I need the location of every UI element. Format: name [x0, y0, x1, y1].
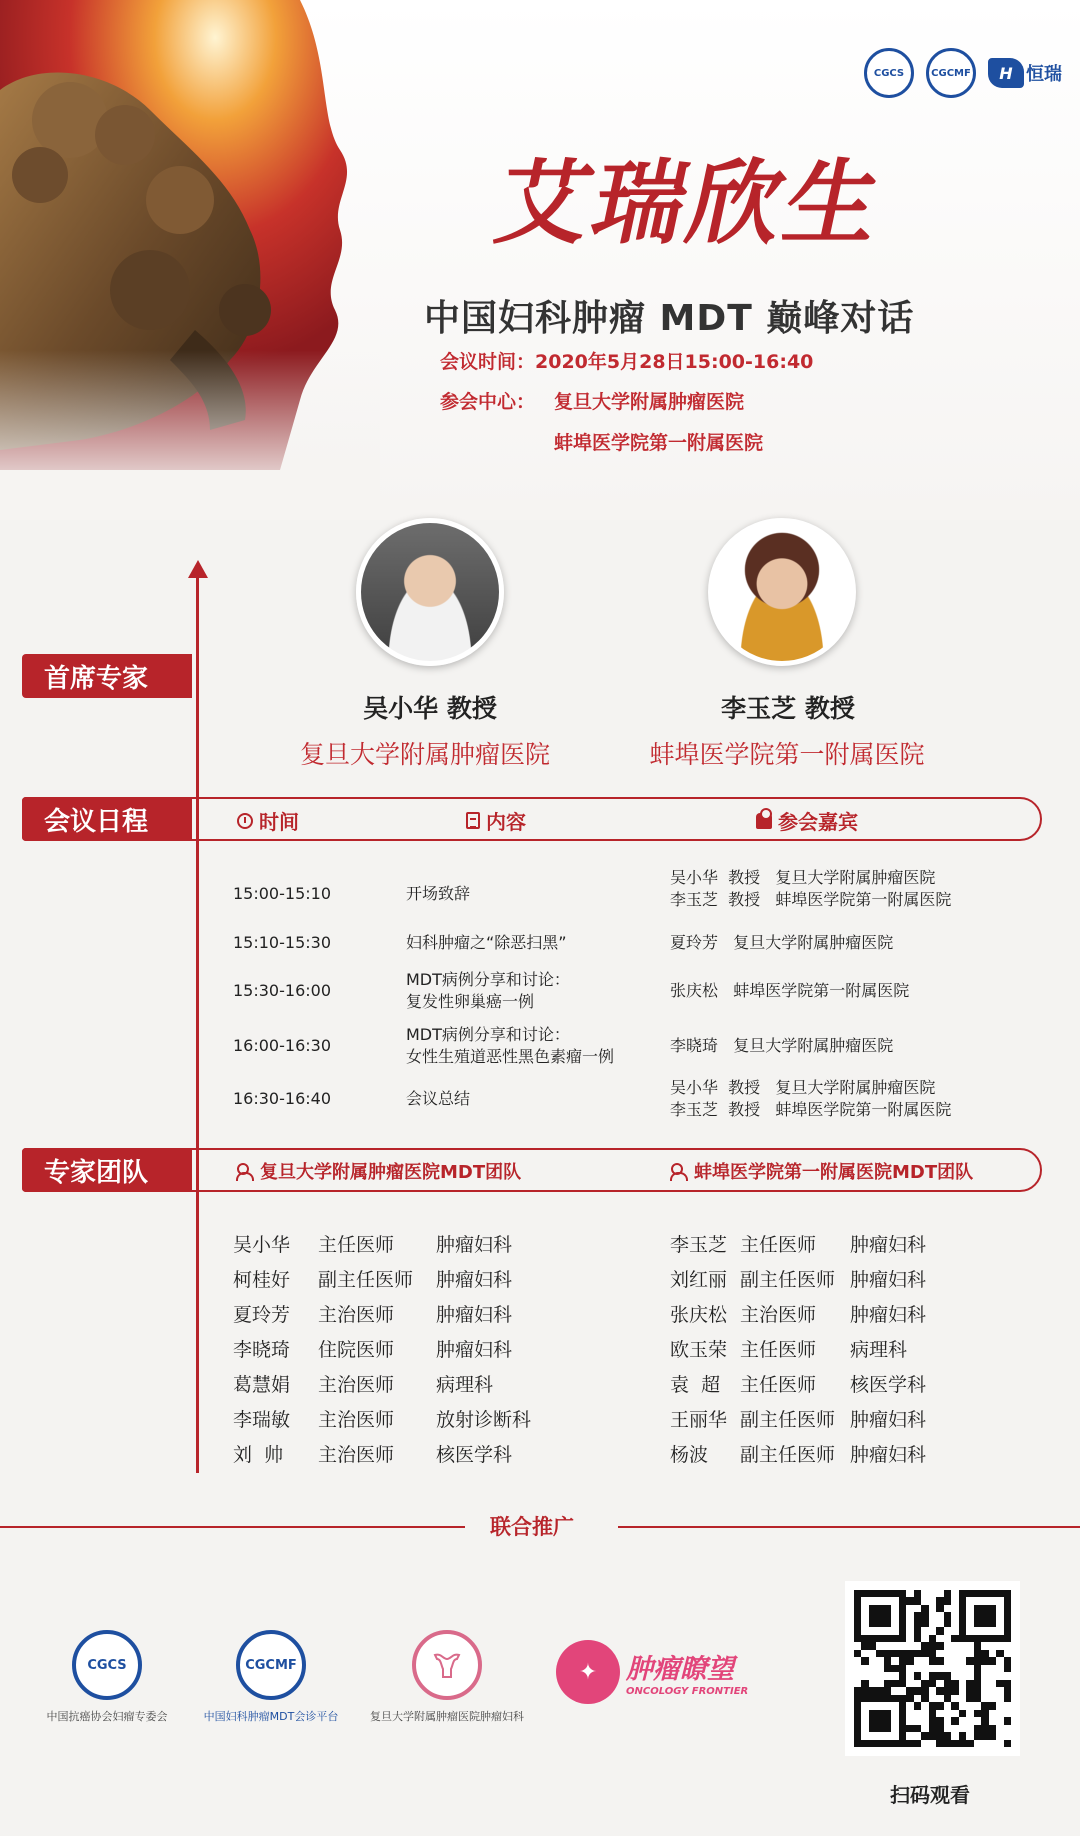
sponsor-divider-left [0, 1526, 465, 1528]
schedule-row-content: 复发性卵巢癌一例 [406, 992, 535, 1011]
qr-caption: 扫码观看 [890, 1783, 970, 1807]
expert-portrait-wu [356, 518, 504, 666]
member-name: 刘红丽 [670, 1269, 728, 1291]
schedule-row-time: 15:00-15:10 [233, 884, 331, 903]
schedule-row-time: 16:30-16:40 [233, 1089, 331, 1108]
hengrui-logo [988, 58, 1062, 88]
calligraphy-title: 艾瑞欣生 [487, 149, 895, 257]
schedule-row-content: 女性生殖道恶性黑色素瘤一例 [406, 1047, 615, 1066]
sponsor-logo-fudan-gyn [412, 1630, 482, 1700]
member-name: 李玉芝 [670, 1234, 728, 1256]
cgcmf-logo: CGCMF [926, 48, 976, 98]
section-schedule: 会议日程 [22, 797, 192, 841]
member-dept: 核医学科 [436, 1444, 513, 1466]
member-title: 副主任医师 [740, 1409, 836, 1431]
schedule-row-content: 开场致辞 [406, 884, 471, 903]
qr-code-pattern [854, 1590, 1011, 1747]
oncology-frontier-cn: 肿瘤瞭望 [626, 1654, 734, 1685]
venue-2: 蚌埠医学院第一附属医院 [554, 432, 764, 454]
hengrui-logo-text: 恒瑞 [1026, 64, 1062, 85]
member-dept: 病理科 [850, 1339, 908, 1361]
member-title: 主治医师 [318, 1409, 395, 1431]
member-title: 副主任医师 [318, 1269, 414, 1291]
member-title: 主治医师 [318, 1374, 395, 1396]
top-logos [864, 48, 1062, 98]
member-title: 主治医师 [318, 1444, 395, 1466]
member-dept: 肿瘤妇科 [850, 1269, 927, 1291]
member-name: 张庆松 [670, 1304, 728, 1326]
schedule-row-guest: 李玉芝 教授 蚌埠医学院第一附属医院 [670, 890, 952, 909]
member-name: 李晓琦 [233, 1339, 291, 1361]
sponsor-caption: 中国妇科肿瘤MDT会诊平台 [203, 1710, 339, 1723]
member-title: 主任医师 [318, 1234, 395, 1256]
people-icon [670, 1163, 688, 1179]
member-title: 主任医师 [740, 1339, 817, 1361]
lion-statue-illustration [0, 0, 380, 500]
schedule-col-content-label: 内容 [486, 810, 526, 834]
oncology-frontier-icon: ✦ [556, 1640, 620, 1704]
member-name: 李瑞敏 [233, 1409, 291, 1431]
member-name: 袁 超 [670, 1374, 721, 1396]
member-name: 杨波 [670, 1444, 709, 1466]
schedule-row-content: 会议总结 [406, 1089, 471, 1108]
section-sponsors: 联合推广 [490, 1515, 574, 1539]
member-title: 主治医师 [318, 1304, 395, 1326]
expert-institution: 复旦大学附属肿瘤医院 [299, 740, 550, 769]
schedule-col-time-label: 时间 [259, 810, 299, 834]
hengrui-mark-icon: H [988, 58, 1024, 88]
sponsor-logo-cgcs: CGCS [72, 1630, 142, 1700]
member-title: 副主任医师 [740, 1444, 836, 1466]
badge-icon [756, 813, 772, 829]
expert-portrait-li [708, 518, 856, 666]
schedule-row-guest: 吴小华 教授 复旦大学附属肿瘤医院 [670, 868, 936, 887]
member-title: 主治医师 [740, 1304, 817, 1326]
member-title: 主任医师 [740, 1374, 817, 1396]
member-dept: 肿瘤妇科 [436, 1269, 513, 1291]
team-title-fudan [236, 1158, 521, 1184]
clock-icon [237, 813, 253, 829]
venue-1: 复旦大学附属肿瘤医院 [554, 391, 745, 413]
member-dept: 肿瘤妇科 [436, 1234, 513, 1256]
venue-label: 参会中心： [440, 391, 536, 413]
section-chief-experts: 首席专家 [22, 654, 192, 698]
sponsor-caption: 复旦大学附属肿瘤医院肿瘤妇科 [370, 1710, 524, 1723]
oncology-frontier-en: ONCOLOGY FRONTIER [626, 1686, 749, 1697]
member-title: 主任医师 [740, 1234, 817, 1256]
member-dept: 肿瘤妇科 [850, 1409, 927, 1431]
member-dept: 核医学科 [850, 1374, 927, 1396]
schedule-row-guest: 李玉芝 教授 蚌埠医学院第一附属医院 [670, 1100, 952, 1119]
expert-institution: 蚌埠医学院第一附属医院 [649, 740, 925, 769]
member-dept: 肿瘤妇科 [850, 1304, 927, 1326]
section-expert-team: 专家团队 [22, 1148, 192, 1192]
schedule-col-guests [756, 806, 858, 835]
oncology-frontier-logo [556, 1640, 748, 1704]
expert-name: 李玉芝 教授 [721, 694, 855, 723]
qr-code[interactable] [845, 1581, 1020, 1756]
sponsor-caption: 中国抗癌协会妇瘤专委会 [46, 1710, 168, 1723]
member-dept: 病理科 [436, 1374, 494, 1396]
schedule-row-content: MDT病例分享和讨论： [406, 1025, 570, 1044]
member-title: 副主任医师 [740, 1269, 836, 1291]
timeline-axis [196, 575, 199, 1473]
member-name: 夏玲芳 [233, 1304, 291, 1326]
people-icon [236, 1163, 254, 1179]
cgcs-logo: CGCS [864, 48, 914, 98]
schedule-row-guest: 夏玲芳 复旦大学附属肿瘤医院 [670, 933, 894, 952]
sponsor-divider-right [618, 1526, 1080, 1528]
member-name: 吴小华 [233, 1234, 291, 1256]
schedule-row-content: 妇科肿瘤之“除恶扫黑” [406, 933, 567, 952]
member-name: 刘 帅 [233, 1444, 284, 1466]
schedule-row-guest: 李晓琦 复旦大学附属肿瘤医院 [670, 1036, 894, 1055]
team-title-label: 复旦大学附属肿瘤医院MDT团队 [260, 1162, 522, 1183]
sponsor-logo-cgcmf: CGCMF [236, 1630, 306, 1700]
schedule-row-time: 16:00-16:30 [233, 1036, 331, 1055]
member-dept: 肿瘤妇科 [436, 1304, 513, 1326]
team-title-bengbu [670, 1158, 973, 1184]
meeting-time: 会议时间：2020年5月28日15:00-16:40 [440, 351, 814, 373]
event-subtitle: 中国妇科肿瘤 MDT 巅峰对话 [424, 298, 915, 339]
member-dept: 肿瘤妇科 [850, 1444, 927, 1466]
expert-name: 吴小华 教授 [363, 694, 497, 723]
document-icon [466, 812, 480, 829]
member-name: 王丽华 [670, 1409, 728, 1431]
schedule-row-time: 15:30-16:00 [233, 981, 331, 1000]
schedule-row-guest: 张庆松 蚌埠医学院第一附属医院 [670, 981, 910, 1000]
team-title-label: 蚌埠医学院第一附属医院MDT团队 [694, 1162, 974, 1183]
member-title: 住院医师 [318, 1339, 395, 1361]
schedule-row-guest: 吴小华 教授 复旦大学附属肿瘤医院 [670, 1078, 936, 1097]
member-dept: 肿瘤妇科 [436, 1339, 513, 1361]
member-dept: 放射诊断科 [436, 1409, 532, 1431]
schedule-col-time [237, 806, 299, 835]
schedule-row-content: MDT病例分享和讨论： [406, 970, 570, 989]
member-name: 葛慧娟 [233, 1374, 291, 1396]
member-name: 柯桂好 [233, 1269, 291, 1291]
schedule-col-guests-label: 参会嘉宾 [778, 810, 858, 834]
member-name: 欧玉荣 [670, 1339, 728, 1361]
schedule-col-content [466, 806, 526, 835]
member-dept: 肿瘤妇科 [850, 1234, 927, 1256]
schedule-row-time: 15:10-15:30 [233, 933, 331, 952]
uterus-icon [427, 1645, 467, 1685]
